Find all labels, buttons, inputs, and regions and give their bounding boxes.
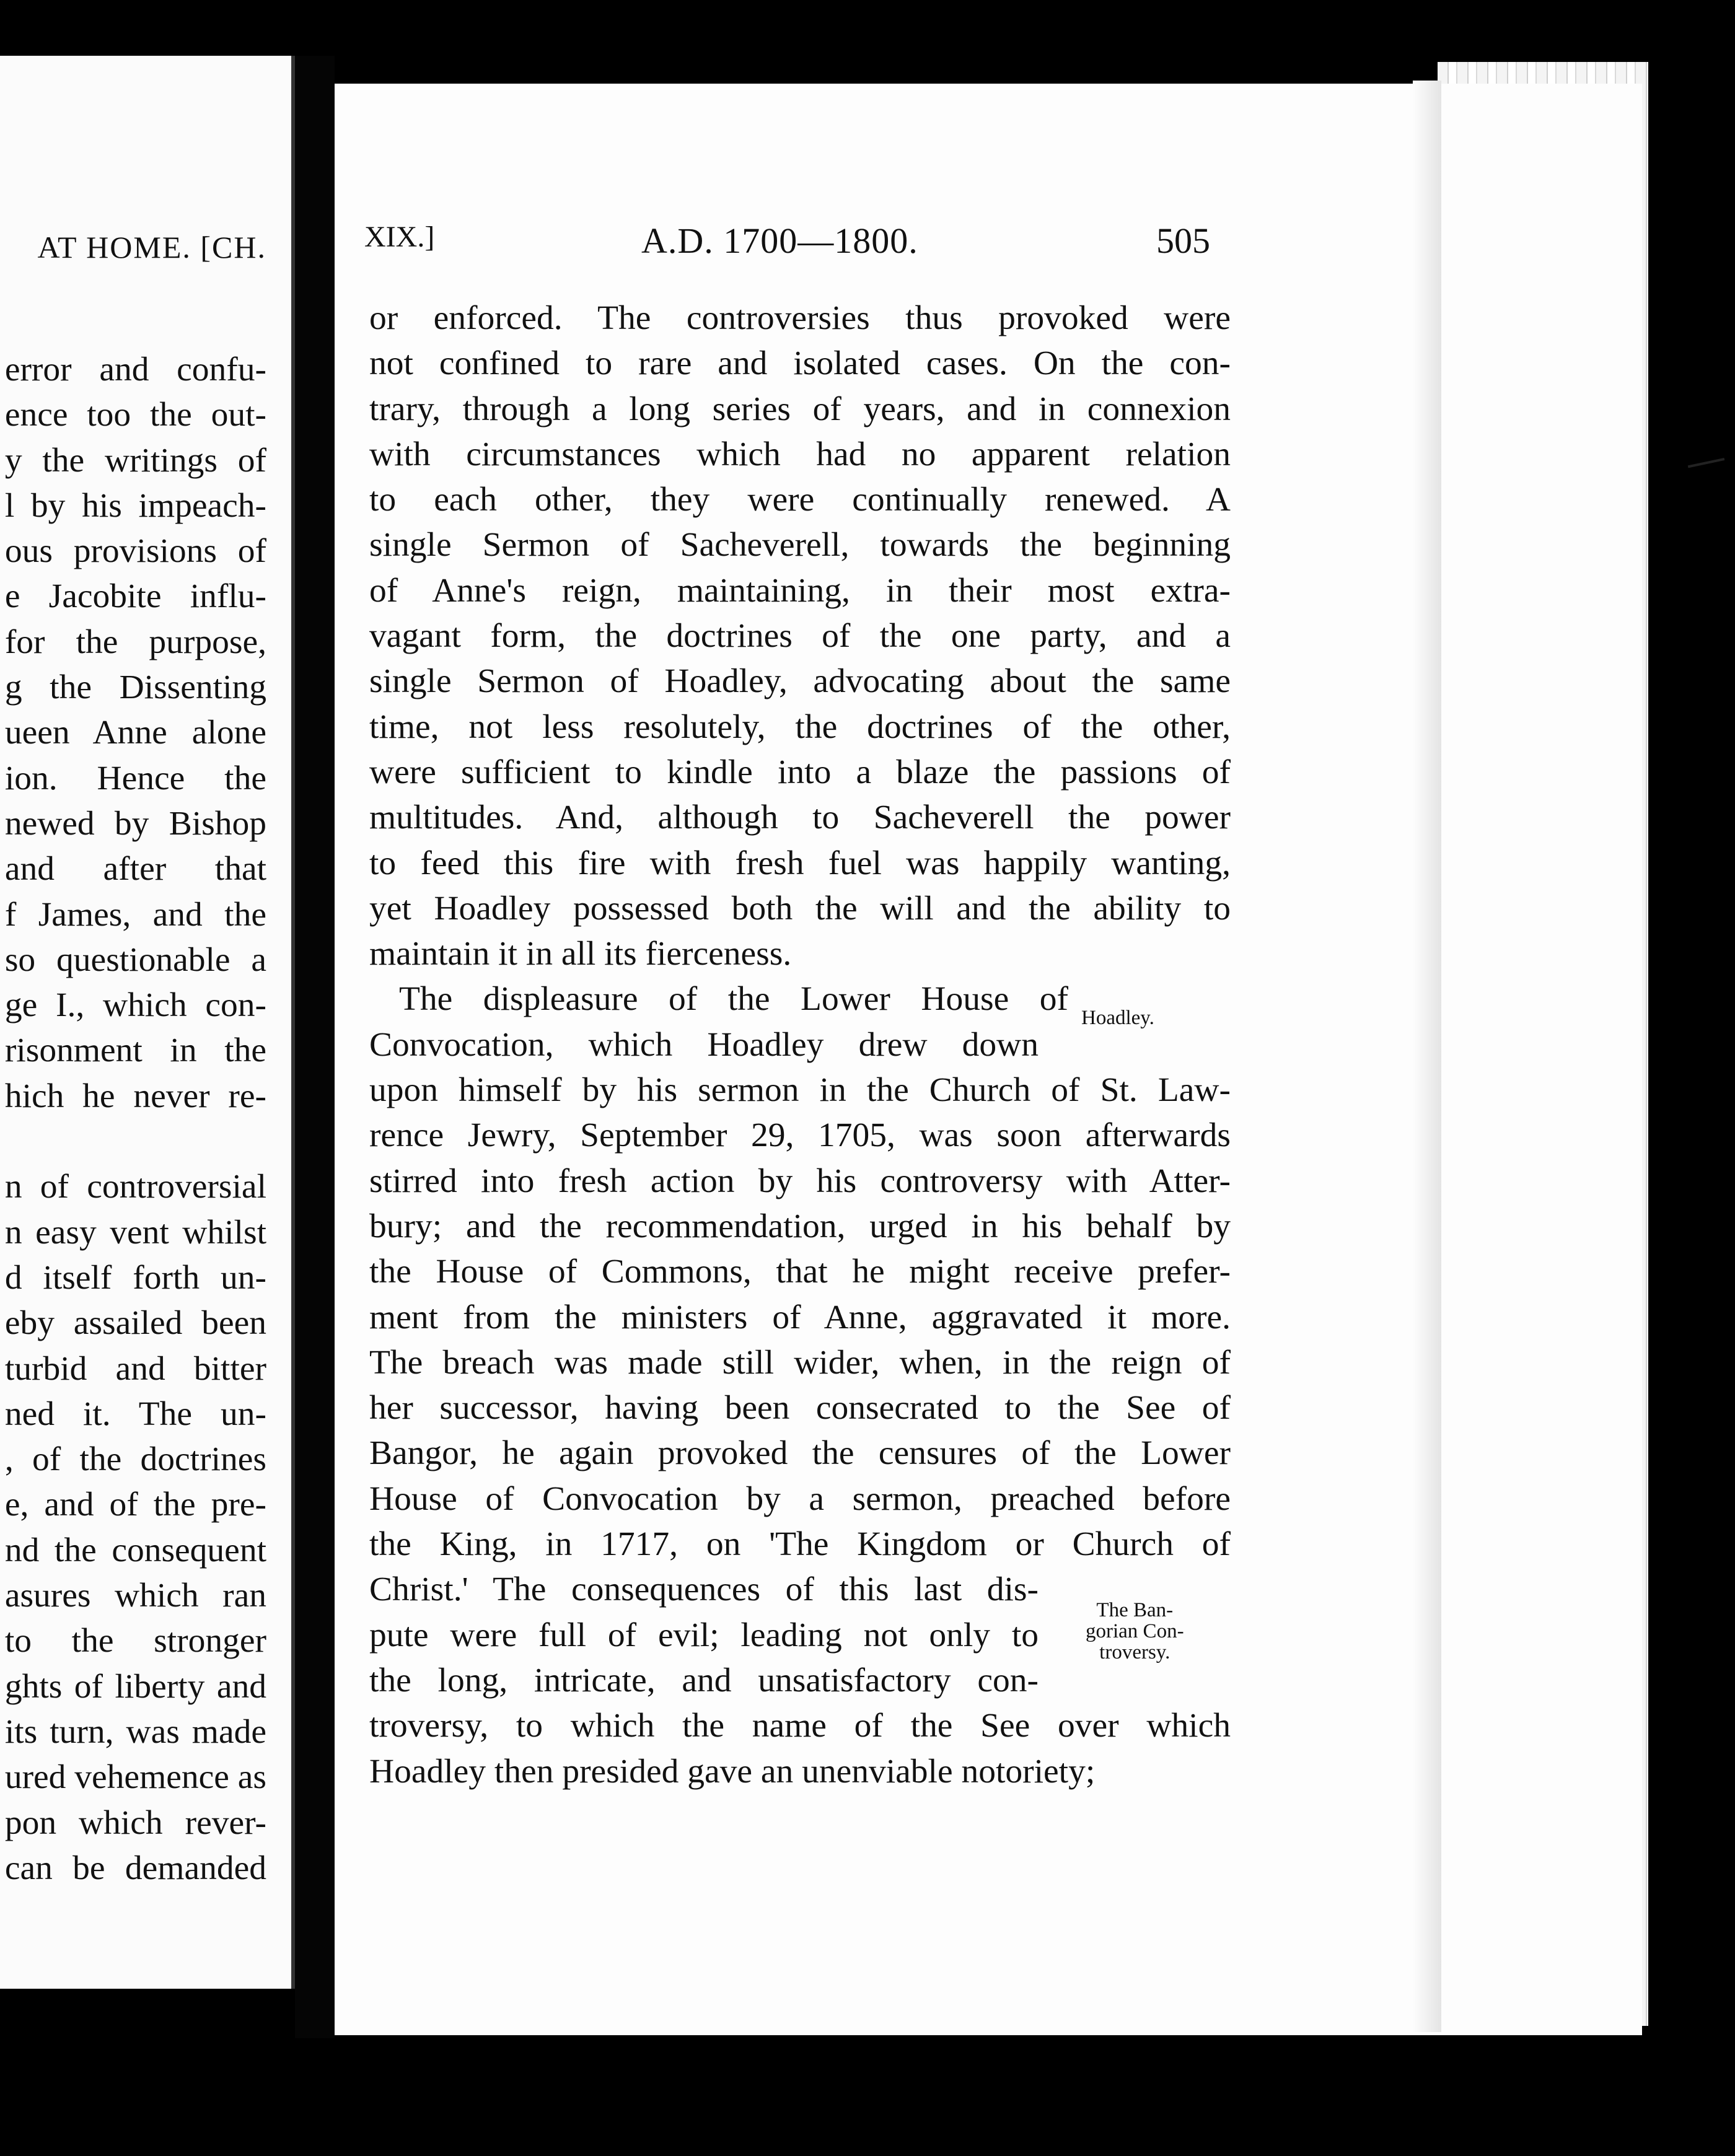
previous-page-line: for the purpose, [4,623,266,661]
body-line: Christ.' The consequences of this last dis- [369,1571,1039,1609]
body-line: maintain it in all its fierceness. [369,935,792,973]
previous-page-line: newed by Bishop [4,804,266,843]
body-line: Hoadley then presided gave an unenviable notoriety; [369,1752,1096,1790]
margin-note-line: troversy. [1099,1641,1171,1663]
previous-page-line: asures which ran [4,1577,266,1615]
previous-page-line: risonment in the [4,1032,266,1070]
previous-page-line: ueen Anne alone [4,714,266,752]
body-line: single Sermon of Sacheverell, towards the beginning [369,526,1231,564]
body-line: or enforced. The controversies thus provoked were [369,299,1231,337]
body-line: ment from the ministers of Anne, aggravated it more. [369,1298,1231,1336]
previous-page-line: eby assailed been [4,1304,266,1343]
body-line: of Anne's reign, maintaining, in their most extra- [369,571,1231,610]
previous-page-line: ous provisions of [4,532,266,571]
body-line: single Sermon of Hoadley, advocating about the same [369,662,1231,701]
body-line: to each other, they were continually renewed. A [369,481,1231,519]
previous-page-line [5,1119,266,1164]
body-line: The displeasure of the Lower House of [399,980,1068,1019]
body-line: Bangor, he again provoked the censures of the Lower [369,1434,1231,1473]
page-number: 505 [1156,221,1210,261]
previous-page-line: l by his impeach- [4,486,266,525]
previous-page-line: y the writings of [4,441,266,480]
body-line: not confined to rare and isolated cases. On the con- [369,344,1231,383]
body-line: vagant form, the doctrines of the one party, and a [369,617,1231,655]
previous-page-line: n of controversial [4,1168,266,1206]
body-line: upon himself by his sermon in the Church of St. Law- [369,1071,1231,1110]
body-line: with circumstances which had no apparent relation [369,435,1231,473]
previous-page-running-head: AT HOME. [CH. [37,230,266,265]
previous-page-line: and after that [4,850,266,888]
previous-page-text [5,347,266,1891]
previous-page-line: , of the doctrines [4,1440,266,1479]
body-line: her successor, having been consecrated to the See of [369,1389,1231,1427]
previous-page-line: ence too the out- [4,396,266,434]
previous-page-line: ned it. The un- [4,1395,266,1433]
page-curve-shadow [1413,81,1441,2032]
body-line: were sufficient to kindle into a blaze the passions of [369,753,1231,791]
previous-page-line: nd the consequent [4,1531,266,1569]
body-text [369,296,1231,1794]
margin-note-line: gorian Con- [1086,1620,1184,1642]
body-line: rence Jewry, September 29, 1705, was soon afterwards [369,1116,1231,1155]
book-gutter [295,56,335,2038]
body-line: pute were full of evil; leading not only to [369,1616,1039,1654]
previous-page-line: n easy vent whilst [4,1213,266,1251]
body-line: the long, intricate, and unsatisfactory con- [369,1661,1039,1699]
previous-page-line: so questionable a [4,940,266,979]
previous-page-line: turbid and bitter [4,1349,266,1388]
body-line: Convocation, which Hoadley drew down [369,1025,1039,1064]
previous-page-line: e, and of the pre- [4,1486,266,1524]
body-line: yet Hoadley possessed both the will and the ability to [369,889,1231,927]
body-line: troversy, to which the name of the See over which [369,1707,1231,1745]
body-line: multitudes. And, although to Sacheverell the power [369,799,1231,837]
previous-page-line: hich he never re- [4,1077,266,1115]
previous-page-line: d itself forth un- [4,1258,266,1297]
previous-page-line: can be demanded [4,1849,266,1887]
previous-page-line: ured vehemence as [4,1758,266,1797]
previous-page-line: f James, and the [4,895,266,934]
previous-page [0,56,295,1989]
previous-page-line: g the Dissenting [4,668,266,707]
body-line: time, not less resolutely, the doctrines of the other, [369,708,1231,746]
margin-note-hoadley: Hoadley. [1081,1007,1154,1029]
previous-page-line: pon which rever- [4,1803,266,1842]
running-head-dates: A.D. 1700—1800. [641,221,918,261]
margin-note-bangorian-controversy [1086,1600,1184,1663]
body-line: The breach was made still wider, when, in the reign of [369,1343,1231,1382]
previous-page-line: ion. Hence the [4,759,266,797]
pencil-mark [1688,458,1726,476]
chapter-marker: XIX.] [364,221,435,253]
body-line: House of Convocation by a sermon, preached before [369,1479,1231,1518]
previous-page-line: ghts of liberty and [4,1667,266,1706]
body-line: trary, through a long series of years, and in connexion [369,390,1231,428]
margin-note-line: The Ban- [1096,1599,1174,1621]
previous-page-line: e Jacobite influ- [4,577,266,616]
body-line: to feed this fire with fresh fuel was happily wanting, [369,844,1231,882]
body-line: bury; and the recommendation, urged in his behalf by [369,1207,1231,1245]
previous-page-line: to the stronger [4,1622,266,1660]
body-line: the King, in 1717, on 'The Kingdom or Church of [369,1525,1231,1564]
body-line: stirred into fresh action by his controversy with Atter- [369,1162,1231,1200]
previous-page-line: error and confu- [4,351,266,388]
previous-page-line: ge I., which con- [4,986,266,1025]
body-line: the House of Commons, that he might receive prefer- [369,1253,1231,1291]
previous-page-line: its turn, was made [4,1712,266,1751]
